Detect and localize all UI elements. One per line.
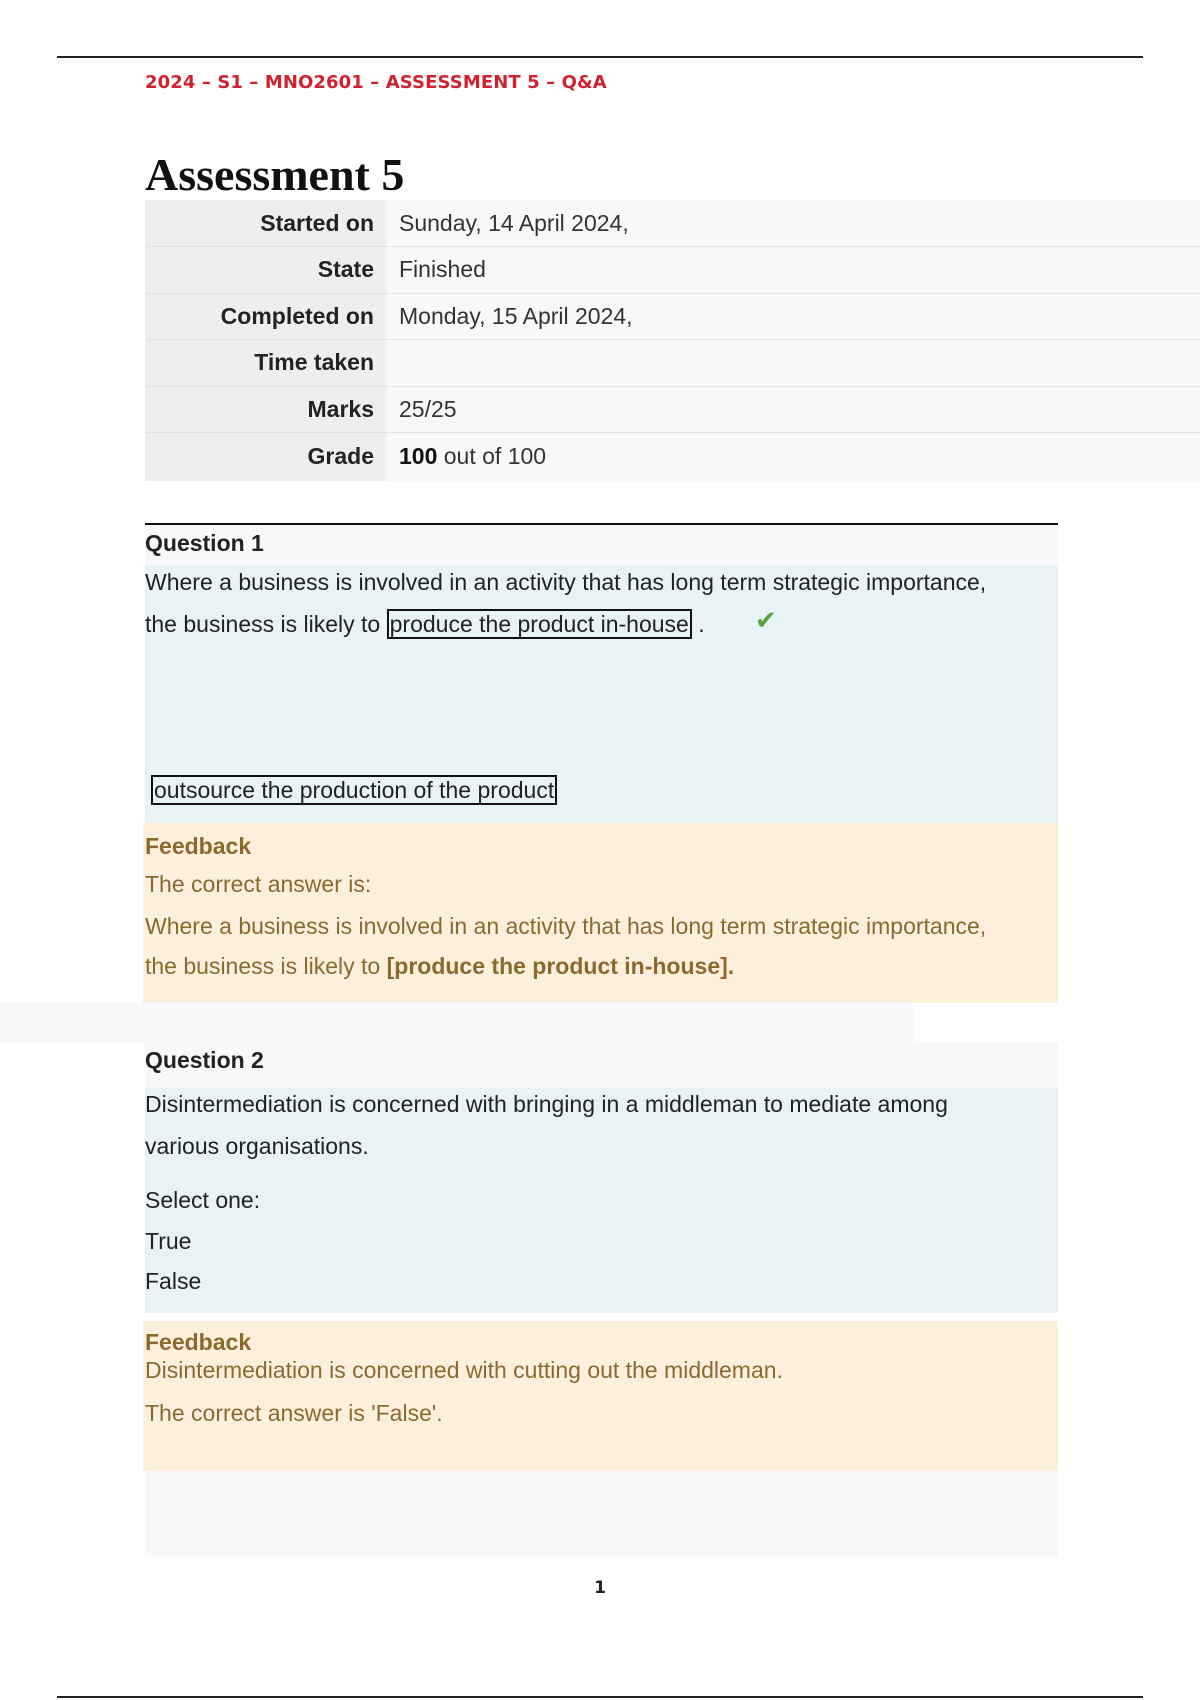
option-false[interactable]: False <box>145 1268 202 1294</box>
answer-option-label: outsource the production of the product <box>151 775 557 805</box>
question-text <box>145 561 1045 645</box>
feedback-title: Feedback <box>145 833 252 859</box>
question-text-line: various organisations. <box>145 1133 369 1159</box>
attempt-summary-table <box>145 200 1200 481</box>
check-icon: ✔ <box>755 605 777 635</box>
summary-value: 25/25 <box>387 386 1200 433</box>
question-text-line: Disintermediation is concerned with bringing in a middleman to mediate among <box>145 1091 948 1117</box>
summary-value <box>387 433 1200 481</box>
question-label: Question 1 <box>145 530 264 556</box>
question-footer-spacer <box>145 1471 1058 1556</box>
select-prompt: Select one: <box>145 1187 261 1213</box>
feedback-panel <box>143 1321 1058 1471</box>
summary-value: Monday, 15 April 2024, <box>387 293 1200 340</box>
feedback-prefix: the business is likely to <box>145 953 387 979</box>
question-header <box>145 525 1058 565</box>
question-spacer <box>0 1003 913 1043</box>
question-text-suffix: . <box>691 611 705 637</box>
question-body <box>145 1088 1058 1313</box>
question-text-prefix: the business is likely to <box>145 611 387 637</box>
question-text-line: Where a business is involved in an activity that has long term strategic importance, <box>145 569 987 595</box>
feedback-panel <box>143 823 1058 1003</box>
feedback-line: Where a business is involved in an activity that has long term strategic importance, <box>145 913 987 939</box>
summary-row-started <box>145 200 1200 247</box>
document-header: 2024 – S1 – MNO2601 – ASSESSMENT 5 – Q&A <box>145 72 607 93</box>
question-text-line <box>145 603 1045 645</box>
summary-row-grade <box>145 433 1200 481</box>
feedback-line: The correct answer is: <box>145 871 372 897</box>
question-header <box>145 1043 1058 1088</box>
feedback-correct-answer: [produce the product in-house]. <box>386 953 735 979</box>
question-label: Question 2 <box>145 1047 264 1073</box>
summary-key: Completed on <box>145 293 387 340</box>
summary-key: State <box>145 247 387 294</box>
feedback-line: The correct answer is 'False'. <box>145 1400 443 1426</box>
page-number: 1 <box>594 1578 606 1598</box>
summary-key: Started on <box>145 200 387 247</box>
summary-value <box>387 340 1200 387</box>
summary-row-marks <box>145 386 1200 433</box>
feedback-line <box>145 945 1045 987</box>
summary-value: Sunday, 14 April 2024, <box>387 200 1200 247</box>
answer-option[interactable] <box>151 777 557 803</box>
question-text <box>145 1083 1045 1167</box>
summary-key: Grade <box>145 433 387 481</box>
summary-key: Marks <box>145 386 387 433</box>
feedback-line: Disintermediation is concerned with cutting out the middleman. <box>145 1357 783 1383</box>
page-title: Assessment 5 <box>145 149 405 200</box>
selected-answer-dropdown[interactable]: produce the product in-house <box>387 609 692 639</box>
summary-row-state <box>145 247 1200 294</box>
feedback-text <box>145 863 1045 987</box>
grade-score: 100 <box>399 443 438 470</box>
grade-out-of: out of 100 <box>437 443 547 470</box>
question-body <box>145 565 1058 825</box>
summary-key: Time taken <box>145 340 387 387</box>
option-true[interactable]: True <box>145 1228 192 1254</box>
bottom-rule <box>57 1696 1143 1698</box>
summary-value: Finished <box>387 247 1200 294</box>
summary-row-time-taken <box>145 340 1200 387</box>
summary-row-completed <box>145 293 1200 340</box>
feedback-title: Feedback <box>145 1329 252 1355</box>
top-rule <box>57 56 1143 58</box>
